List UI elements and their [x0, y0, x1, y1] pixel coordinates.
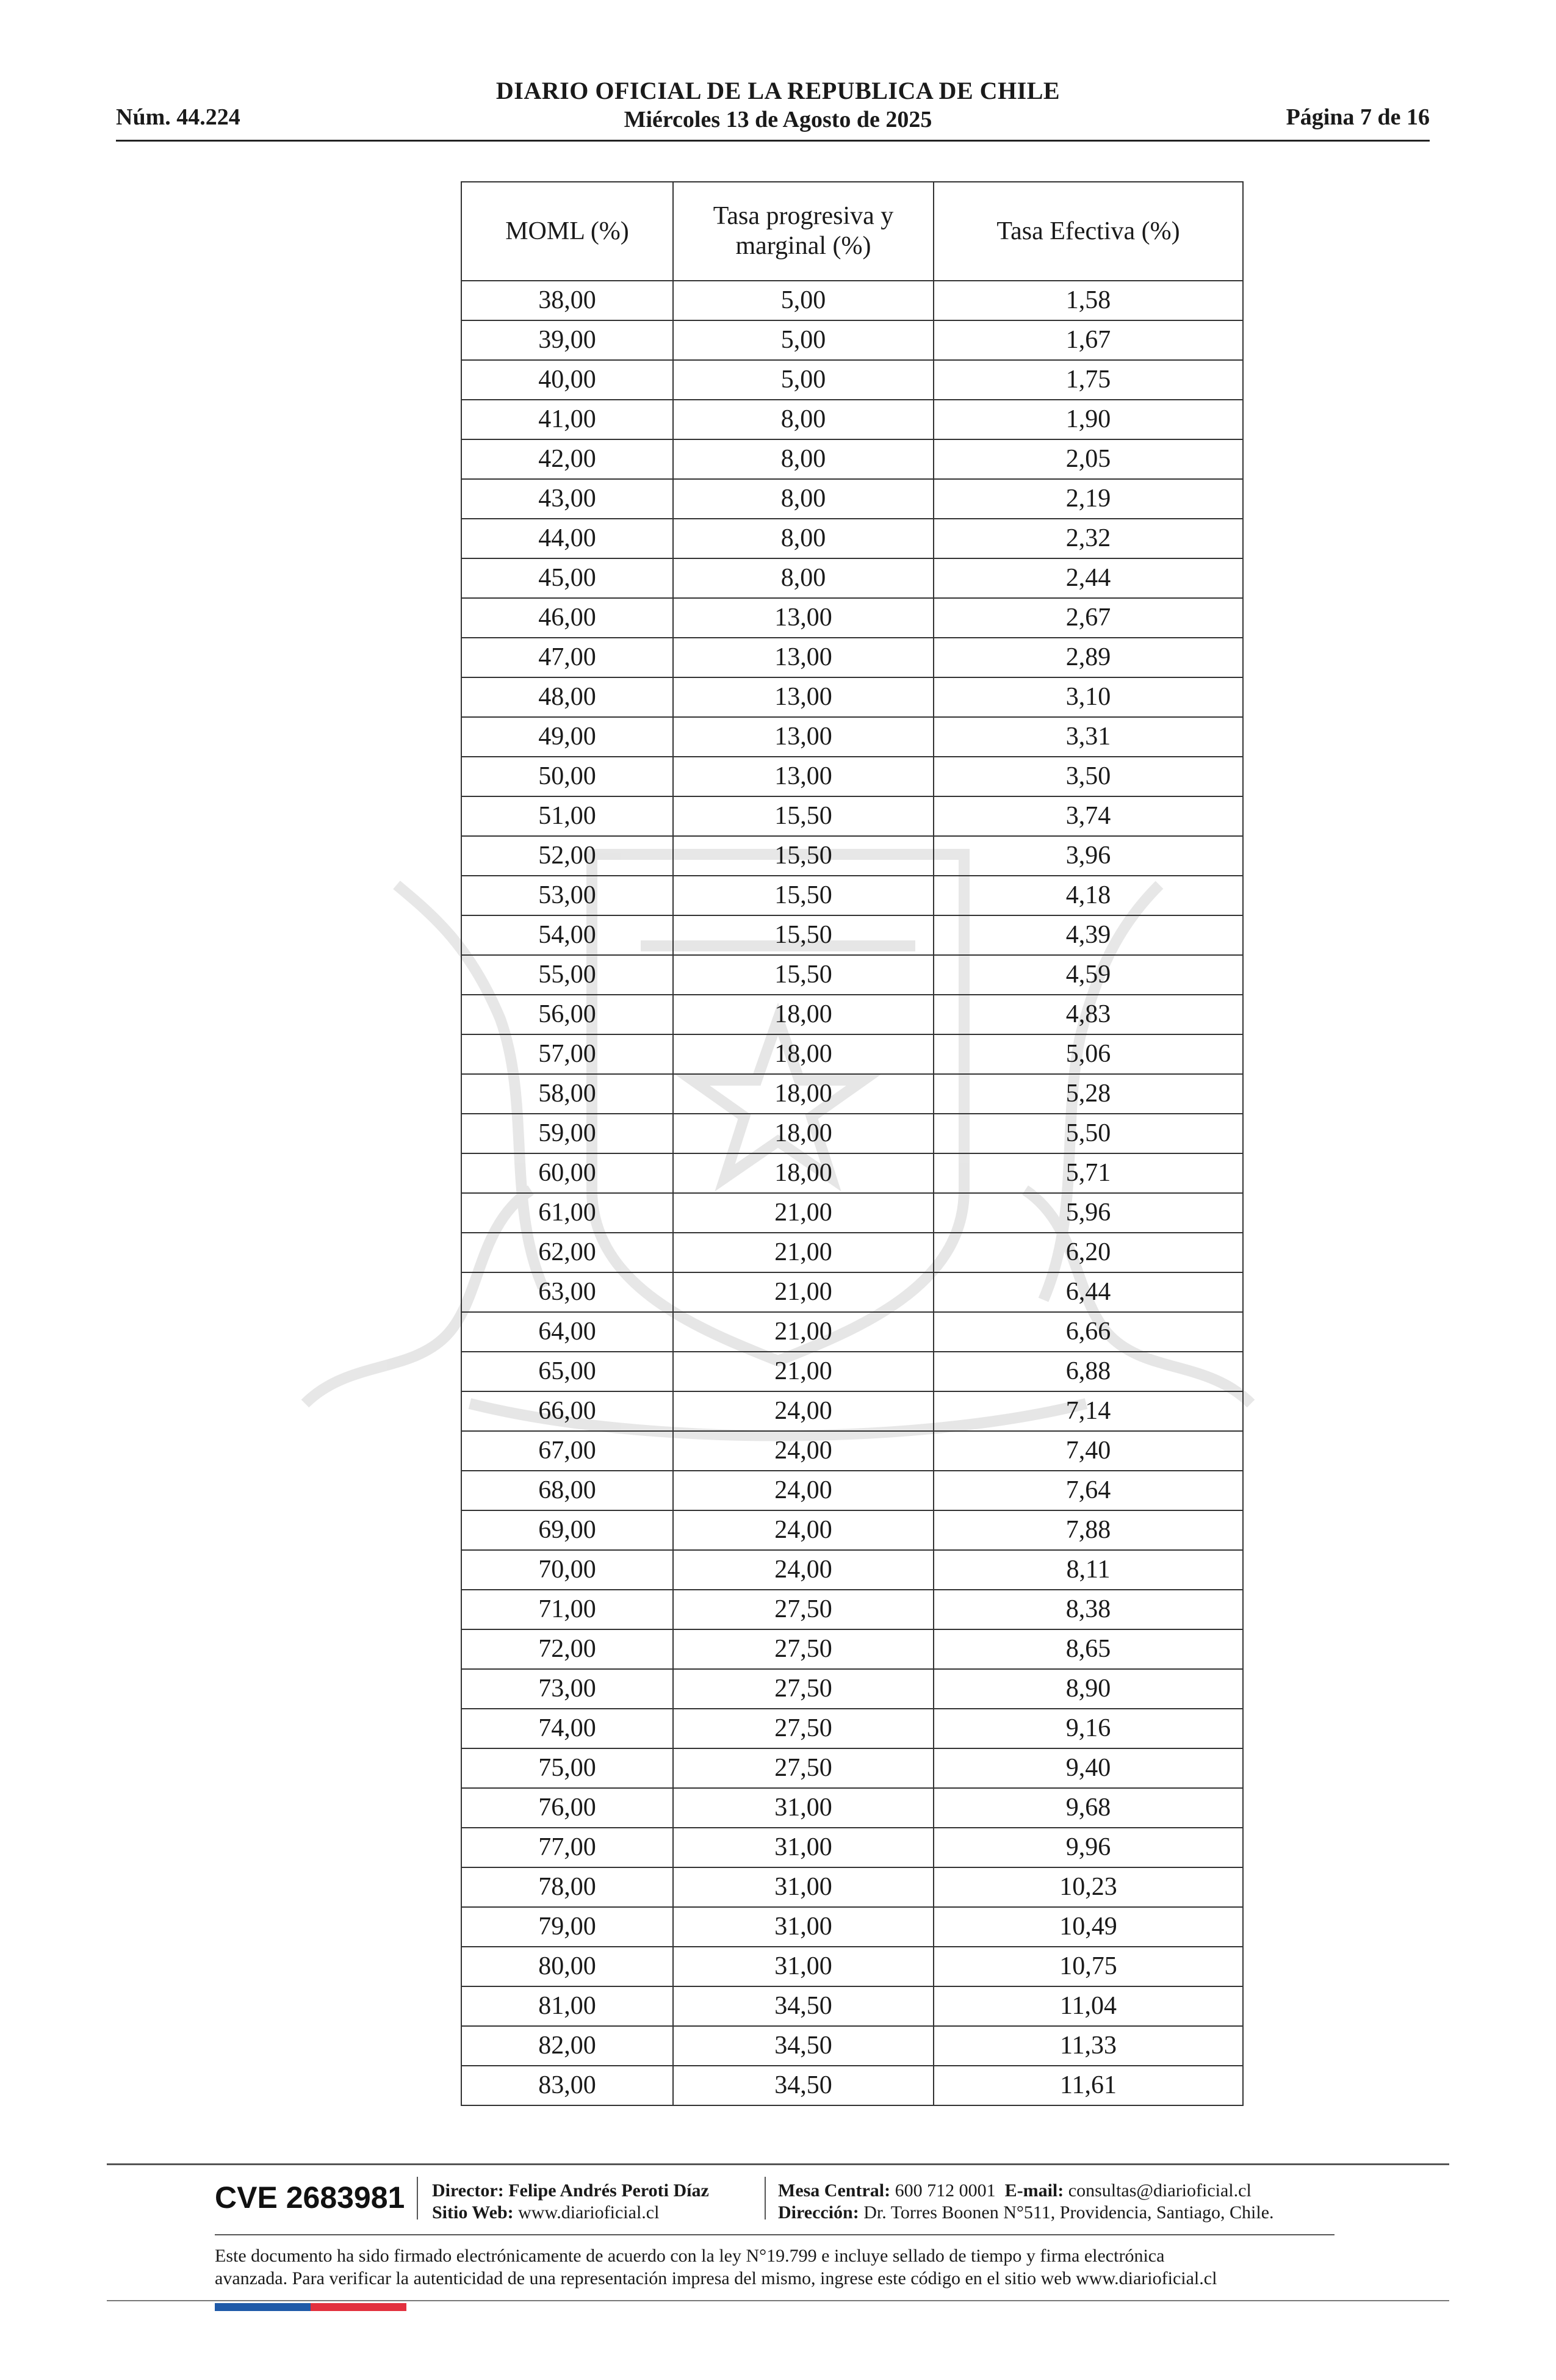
cell-effective-rate: 2,44: [934, 558, 1243, 598]
table-row: [461, 1471, 1243, 1510]
cell-marginal-rate: 31,00: [673, 1907, 934, 1947]
cell-marginal-rate: 21,00: [673, 1272, 934, 1312]
cell-effective-rate: 8,11: [934, 1550, 1243, 1590]
cell-effective-rate: 1,67: [934, 320, 1243, 360]
table-row: [461, 638, 1243, 677]
cell-moml: 82,00: [461, 2026, 673, 2066]
table-row: [461, 1709, 1243, 1748]
table-row: [461, 1272, 1243, 1312]
cell-moml: 80,00: [461, 1947, 673, 1986]
cell-effective-rate: 3,50: [934, 757, 1243, 796]
cell-effective-rate: 3,10: [934, 677, 1243, 717]
cell-moml: 79,00: [461, 1907, 673, 1947]
cell-marginal-rate: 15,50: [673, 915, 934, 955]
cell-marginal-rate: 15,50: [673, 876, 934, 915]
cell-effective-rate: 8,65: [934, 1629, 1243, 1669]
table-row: [461, 1669, 1243, 1709]
table-row: [461, 360, 1243, 400]
cell-moml: 56,00: [461, 995, 673, 1034]
table-row: [461, 1550, 1243, 1590]
header-divider: [116, 140, 1430, 142]
cell-effective-rate: 8,38: [934, 1590, 1243, 1629]
cell-marginal-rate: 27,50: [673, 1590, 934, 1629]
table-row: [461, 1788, 1243, 1828]
cell-effective-rate: 1,75: [934, 360, 1243, 400]
cell-moml: 45,00: [461, 558, 673, 598]
cell-marginal-rate: 34,50: [673, 2066, 934, 2105]
cell-moml: 75,00: [461, 1748, 673, 1788]
cell-marginal-rate: 34,50: [673, 2026, 934, 2066]
cell-marginal-rate: 27,50: [673, 1629, 934, 1669]
cell-marginal-rate: 13,00: [673, 598, 934, 638]
cell-effective-rate: 6,20: [934, 1233, 1243, 1272]
phone-label: Mesa Central:: [778, 2180, 891, 2201]
publication-date: Miércoles 13 de Agosto de 2025: [624, 107, 932, 132]
table-row: [461, 1153, 1243, 1193]
cell-effective-rate: 6,66: [934, 1312, 1243, 1352]
cell-marginal-rate: 27,50: [673, 1669, 934, 1709]
cell-marginal-rate: 13,00: [673, 677, 934, 717]
flag-stripe-blue: [215, 2303, 311, 2311]
footer-separator: [417, 2177, 418, 2220]
table-body: [461, 281, 1243, 2105]
table-row: [461, 1312, 1243, 1352]
table-row: [461, 876, 1243, 915]
cell-moml: 74,00: [461, 1709, 673, 1748]
publication-title: DIARIO OFICIAL DE LA REPUBLICA DE CHILE: [495, 77, 1061, 104]
contact-info: [778, 2180, 1274, 2224]
cell-moml: 44,00: [461, 519, 673, 558]
table-row: [461, 1391, 1243, 1431]
cell-moml: 61,00: [461, 1193, 673, 1233]
cell-effective-rate: 2,67: [934, 598, 1243, 638]
cell-effective-rate: 4,18: [934, 876, 1243, 915]
cell-moml: 78,00: [461, 1867, 673, 1907]
director-name: Felipe Andrés Peroti Díaz: [508, 2180, 709, 2201]
cell-effective-rate: 3,96: [934, 836, 1243, 876]
cell-effective-rate: 2,32: [934, 519, 1243, 558]
cell-moml: 59,00: [461, 1114, 673, 1153]
cell-moml: 43,00: [461, 479, 673, 519]
legal-notice-line: avanzada. Para verificar la autenticidad de una representación impresa del mismo, ingrese este código en el sitio web www.diarioficial.cl: [215, 2268, 1217, 2288]
cell-moml: 53,00: [461, 876, 673, 915]
table-row: [461, 1828, 1243, 1867]
legal-notice: [215, 2245, 1344, 2290]
cell-effective-rate: 4,39: [934, 915, 1243, 955]
table-row: [461, 281, 1243, 320]
table-row: [461, 757, 1243, 796]
cell-moml: 47,00: [461, 638, 673, 677]
table-row: [461, 1867, 1243, 1907]
table-row: [461, 1947, 1243, 1986]
cell-effective-rate: 6,88: [934, 1352, 1243, 1391]
cell-marginal-rate: 18,00: [673, 1153, 934, 1193]
cell-effective-rate: 10,75: [934, 1947, 1243, 1986]
column-header-moml: MOML (%): [461, 182, 673, 281]
tax-rate-table: [461, 181, 1244, 2106]
cell-marginal-rate: 18,00: [673, 1074, 934, 1114]
cell-moml: 69,00: [461, 1510, 673, 1550]
cell-moml: 68,00: [461, 1471, 673, 1510]
cell-moml: 72,00: [461, 1629, 673, 1669]
table-row: [461, 836, 1243, 876]
cell-effective-rate: 11,61: [934, 2066, 1243, 2105]
cell-moml: 83,00: [461, 2066, 673, 2105]
cell-marginal-rate: 34,50: [673, 1986, 934, 2026]
cell-effective-rate: 8,90: [934, 1669, 1243, 1709]
cell-marginal-rate: 21,00: [673, 1312, 934, 1352]
cell-marginal-rate: 31,00: [673, 1867, 934, 1907]
cell-marginal-rate: 31,00: [673, 1828, 934, 1867]
cell-marginal-rate: 18,00: [673, 1114, 934, 1153]
table-row: [461, 2026, 1243, 2066]
cell-marginal-rate: 24,00: [673, 1391, 934, 1431]
cell-marginal-rate: 15,50: [673, 955, 934, 995]
table-row: [461, 1074, 1243, 1114]
director-label: Director:: [432, 2180, 504, 2201]
cell-marginal-rate: 13,00: [673, 638, 934, 677]
cell-effective-rate: 9,68: [934, 1788, 1243, 1828]
footer-separator: [765, 2177, 766, 2220]
issue-number: Núm. 44.224: [116, 104, 240, 130]
table-row: [461, 1114, 1243, 1153]
table-row: [461, 439, 1243, 479]
table-row: [461, 1590, 1243, 1629]
table-row: [461, 1907, 1243, 1947]
cell-moml: 42,00: [461, 439, 673, 479]
cell-effective-rate: 2,05: [934, 439, 1243, 479]
cell-marginal-rate: 31,00: [673, 1947, 934, 1986]
cell-marginal-rate: 5,00: [673, 320, 934, 360]
cell-moml: 57,00: [461, 1034, 673, 1074]
cell-marginal-rate: 8,00: [673, 400, 934, 439]
cell-effective-rate: 7,88: [934, 1510, 1243, 1550]
cell-moml: 64,00: [461, 1312, 673, 1352]
table-row: [461, 1431, 1243, 1471]
table-row: [461, 915, 1243, 955]
cell-effective-rate: 5,28: [934, 1074, 1243, 1114]
cell-effective-rate: 9,96: [934, 1828, 1243, 1867]
email-link[interactable]: consultas@diarioficial.cl: [1068, 2180, 1252, 2201]
cell-marginal-rate: 21,00: [673, 1352, 934, 1391]
table-row: [461, 2066, 1243, 2105]
cell-effective-rate: 1,90: [934, 400, 1243, 439]
table-row: [461, 1193, 1243, 1233]
website-link[interactable]: www.diarioficial.cl: [518, 2202, 660, 2223]
cell-moml: 63,00: [461, 1272, 673, 1312]
cell-effective-rate: 3,31: [934, 717, 1243, 757]
cell-effective-rate: 3,74: [934, 796, 1243, 836]
table-row: [461, 598, 1243, 638]
cell-effective-rate: 11,33: [934, 2026, 1243, 2066]
cell-moml: 81,00: [461, 1986, 673, 2026]
cell-effective-rate: 5,06: [934, 1034, 1243, 1074]
cell-moml: 39,00: [461, 320, 673, 360]
cell-moml: 58,00: [461, 1074, 673, 1114]
cell-moml: 51,00: [461, 796, 673, 836]
cell-effective-rate: 2,89: [934, 638, 1243, 677]
website-label: Sitio Web:: [432, 2202, 514, 2223]
cell-moml: 40,00: [461, 360, 673, 400]
cell-marginal-rate: 8,00: [673, 558, 934, 598]
email-label: E-mail:: [1004, 2180, 1064, 2201]
cell-moml: 55,00: [461, 955, 673, 995]
cell-marginal-rate: 5,00: [673, 360, 934, 400]
cell-marginal-rate: 15,50: [673, 836, 934, 876]
cell-effective-rate: 10,49: [934, 1907, 1243, 1947]
cell-effective-rate: 9,16: [934, 1709, 1243, 1748]
cell-moml: 77,00: [461, 1828, 673, 1867]
cell-effective-rate: 10,23: [934, 1867, 1243, 1907]
table-row: [461, 796, 1243, 836]
table-row: [461, 558, 1243, 598]
cell-moml: 50,00: [461, 757, 673, 796]
table-row: [461, 1233, 1243, 1272]
cell-marginal-rate: 15,50: [673, 796, 934, 836]
cell-moml: 66,00: [461, 1391, 673, 1431]
flag-stripe-red: [311, 2303, 406, 2311]
column-header-marginal-rate: Tasa progresiva y marginal (%): [673, 182, 934, 281]
page-number: Página 7 de 16: [1286, 104, 1430, 130]
table-row: [461, 955, 1243, 995]
cell-effective-rate: 1,58: [934, 281, 1243, 320]
cell-effective-rate: 5,71: [934, 1153, 1243, 1193]
cell-moml: 54,00: [461, 915, 673, 955]
table-row: [461, 677, 1243, 717]
cell-effective-rate: 4,59: [934, 955, 1243, 995]
table-row: [461, 1352, 1243, 1391]
cell-marginal-rate: 21,00: [673, 1193, 934, 1233]
column-header-effective-rate: Tasa Efectiva (%): [934, 182, 1243, 281]
cell-marginal-rate: 24,00: [673, 1550, 934, 1590]
cell-effective-rate: 7,64: [934, 1471, 1243, 1510]
cell-marginal-rate: 8,00: [673, 439, 934, 479]
footer-bottom-divider: [107, 2300, 1449, 2301]
cell-moml: 48,00: [461, 677, 673, 717]
cell-moml: 62,00: [461, 1233, 673, 1272]
cell-marginal-rate: 24,00: [673, 1431, 934, 1471]
cell-moml: 65,00: [461, 1352, 673, 1391]
cell-effective-rate: 2,19: [934, 479, 1243, 519]
cell-moml: 49,00: [461, 717, 673, 757]
cell-marginal-rate: 8,00: [673, 519, 934, 558]
cell-moml: 76,00: [461, 1788, 673, 1828]
cell-effective-rate: 11,04: [934, 1986, 1243, 2026]
cell-moml: 70,00: [461, 1550, 673, 1590]
cell-effective-rate: 7,14: [934, 1391, 1243, 1431]
table-header-row: [461, 182, 1243, 281]
cell-moml: 71,00: [461, 1590, 673, 1629]
cell-moml: 60,00: [461, 1153, 673, 1193]
cell-marginal-rate: 27,50: [673, 1709, 934, 1748]
cell-moml: 52,00: [461, 836, 673, 876]
cell-marginal-rate: 24,00: [673, 1510, 934, 1550]
cell-moml: 41,00: [461, 400, 673, 439]
cell-marginal-rate: 27,50: [673, 1748, 934, 1788]
cell-effective-rate: 7,40: [934, 1431, 1243, 1471]
table-row: [461, 320, 1243, 360]
cell-effective-rate: 5,50: [934, 1114, 1243, 1153]
cell-marginal-rate: 8,00: [673, 479, 934, 519]
cell-effective-rate: 5,96: [934, 1193, 1243, 1233]
footer-top-divider: [107, 2163, 1449, 2165]
table-row: [461, 479, 1243, 519]
table-row: [461, 1034, 1243, 1074]
cell-marginal-rate: 18,00: [673, 995, 934, 1034]
cell-marginal-rate: 13,00: [673, 717, 934, 757]
legal-notice-line: Este documento ha sido firmado electrónicamente de acuerdo con la ley N°19.799 e incluye sellado de tiempo y firma electrónica: [215, 2246, 1165, 2266]
cell-effective-rate: 4,83: [934, 995, 1243, 1034]
cell-effective-rate: 6,44: [934, 1272, 1243, 1312]
cell-marginal-rate: 13,00: [673, 757, 934, 796]
address-text: Dr. Torres Boonen N°511, Providencia, Santiago, Chile.: [863, 2202, 1274, 2223]
table-row: [461, 995, 1243, 1034]
phone-number: 600 712 0001: [895, 2180, 996, 2201]
cell-marginal-rate: 31,00: [673, 1788, 934, 1828]
cell-marginal-rate: 24,00: [673, 1471, 934, 1510]
director-info: [432, 2180, 709, 2224]
cell-moml: 38,00: [461, 281, 673, 320]
table-row: [461, 1629, 1243, 1669]
cell-moml: 46,00: [461, 598, 673, 638]
cve-code: CVE 2683981: [215, 2180, 405, 2215]
table-row: [461, 1510, 1243, 1550]
cell-moml: 73,00: [461, 1669, 673, 1709]
table-row: [461, 1748, 1243, 1788]
table-row: [461, 400, 1243, 439]
cell-effective-rate: 9,40: [934, 1748, 1243, 1788]
address-label: Dirección:: [778, 2202, 859, 2223]
cell-moml: 67,00: [461, 1431, 673, 1471]
cell-marginal-rate: 18,00: [673, 1034, 934, 1074]
cell-marginal-rate: 5,00: [673, 281, 934, 320]
table-row: [461, 717, 1243, 757]
footer-middle-divider: [215, 2234, 1334, 2235]
table-row: [461, 519, 1243, 558]
cell-marginal-rate: 21,00: [673, 1233, 934, 1272]
table-row: [461, 1986, 1243, 2026]
